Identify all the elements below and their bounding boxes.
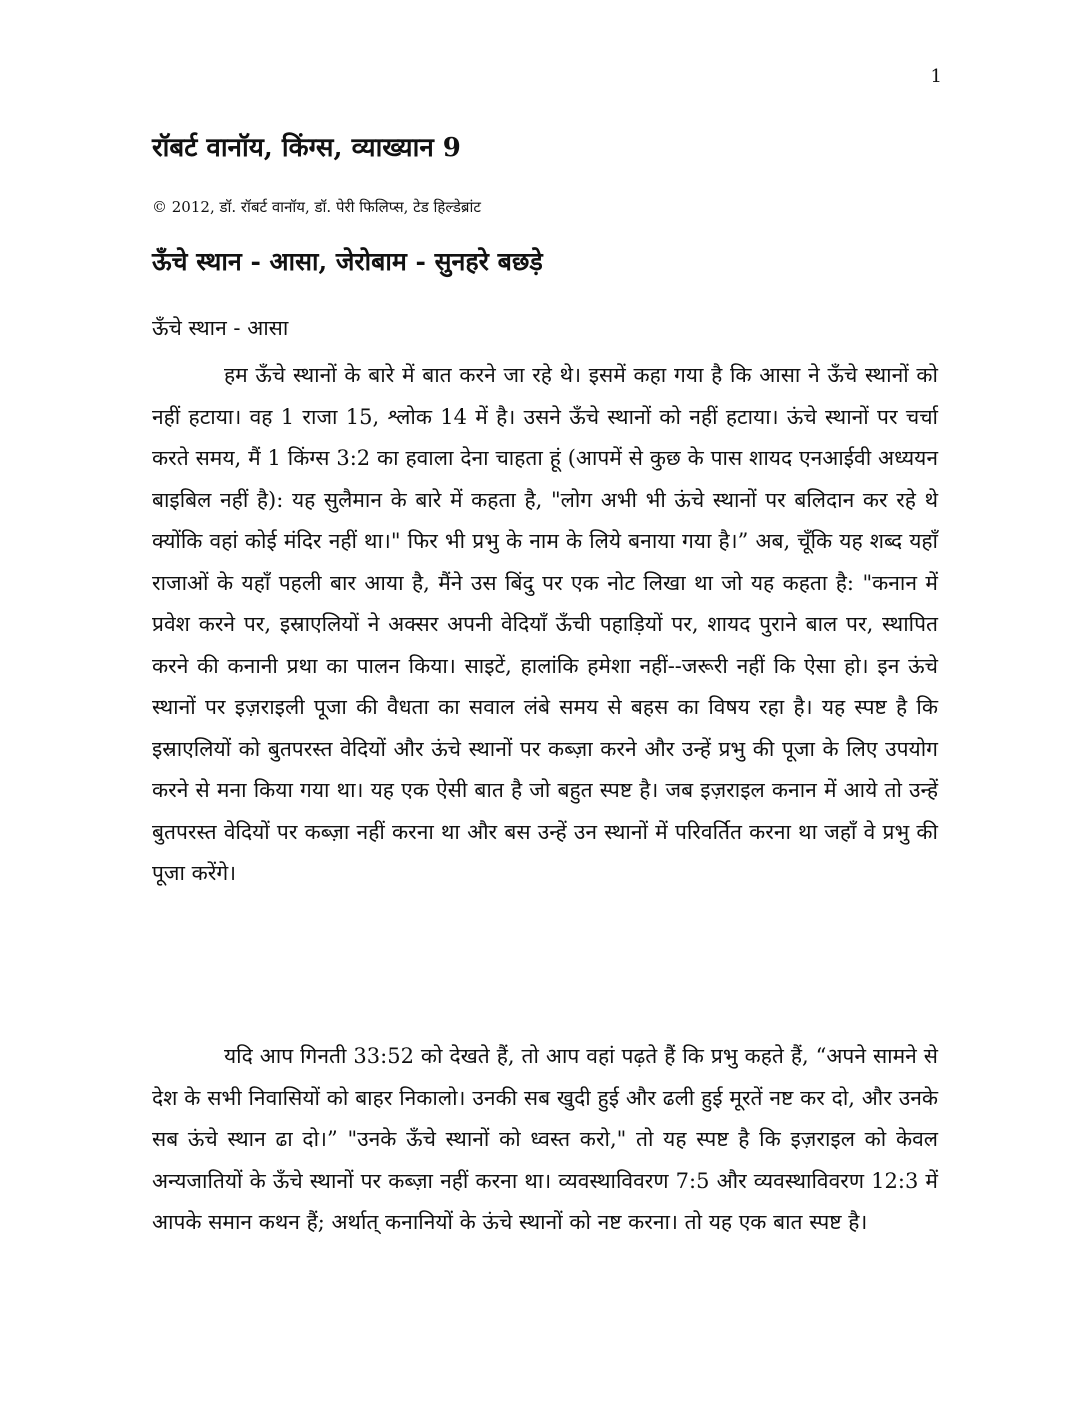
copyright-line: © 2012, डॉ. रॉबर्ट वानॉय, डॉ. पेरी फिलिप्स, टेड हिल्डेब्रांट <box>152 198 481 216</box>
body-paragraph-1: हम ऊँचे स्थानों के बारे में बात करने जा रहे थे। इसमें कहा गया है कि आसा ने ऊँचे स्थानों को नहीं हटाया। वह 1 राजा 15, श्लोक 14 में है। उसने ऊँचे स्थानों को नहीं हटाया। ऊंचे स्थानों पर चर्चा करते समय, मैं 1 किंग्स 3:2 का हवाला देना चाहता हूं (आपमें से कुछ के पास शायद एनआईवी अध्ययन बाइबिल नहीं है): यह सुलैमान के बारे में कहता है, "लोग अभी भी ऊंचे स्थानों पर बलिदान कर रहे थे क्योंकि वहां कोई मंदिर नहीं था।" फिर भी प्रभु के नाम के लिये बनाया गया है।” अब, चूँकि यह शब्द यहाँ राजाओं के यहाँ पहली बार आया है, मैंने उस बिंदु पर एक नोट लिखा था जो यह कहता है: "कनान में प्रवेश करने पर, इस्राएलियों ने अक्सर अपनी वेदियाँ ऊँची पहाड़ियों पर, शायद पुराने बाल पर, स्थापित करने की कनानी प्रथा का पालन किया। साइटें, हालांकि हमेशा नहीं--जरूरी नहीं कि ऐसा हो। इन ऊंचे स्थानों पर इज़राइली पूजा की वैधता का सवाल लंबे समय से बहस का विषय रहा है। यह स्पष्ट है कि इस्राएलियों को बुतपरस्त वेदियों और ऊंचे स्थानों पर कब्ज़ा करने और उन्हें प्रभु की पूजा के लिए उपयोग करने से मना किया गया था। यह एक ऐसी बात है जो बहुत स्पष्ट है। जब इज़राइल कनान में आये तो उन्हें बुतपरस्त वेदियों पर कब्ज़ा नहीं करना था और बस उन्हें उन स्थानों में परिवर्तित करना था जहाँ वे प्रभु की पूजा करेंगे। <box>152 363 938 885</box>
lecture-subtitle: ऊँचे स्थान - आसा, जेरोबाम - सुनहरे बछड़े <box>152 247 543 276</box>
page-number: 1 <box>930 66 942 87</box>
section-heading: ऊँचे स्थान - आसा <box>152 316 289 340</box>
document-title: रॉबर्ट वानॉय, किंग्स, व्याख्यान 9 <box>152 133 461 163</box>
body-paragraph-2: यदि आप गिनती 33:52 को देखते हैं, तो आप वहां पढ़ते हैं कि प्रभु कहते हैं, “अपने सामने से देश के सभी निवासियों को बाहर निकालो। उनकी सब खुदी हुई और ढली हुई मूरतें नष्ट कर दो, और उनके सब ऊंचे स्थान ढा दो।” "उनके ऊँचे स्थानों को ध्वस्त करो," तो यह स्पष्ट है कि इज़राइल को केवल अन्यजातियों के ऊँचे स्थानों पर कब्ज़ा नहीं करना था। व्यवस्थाविवरण 7:5 और व्यवस्थाविवरण 12:3 में आपके समान कथन हैं; अर्थात् कनानियों के ऊंचे स्थानों को नष्ट करना। तो यह एक बात स्पष्ट है। <box>152 1044 938 1234</box>
